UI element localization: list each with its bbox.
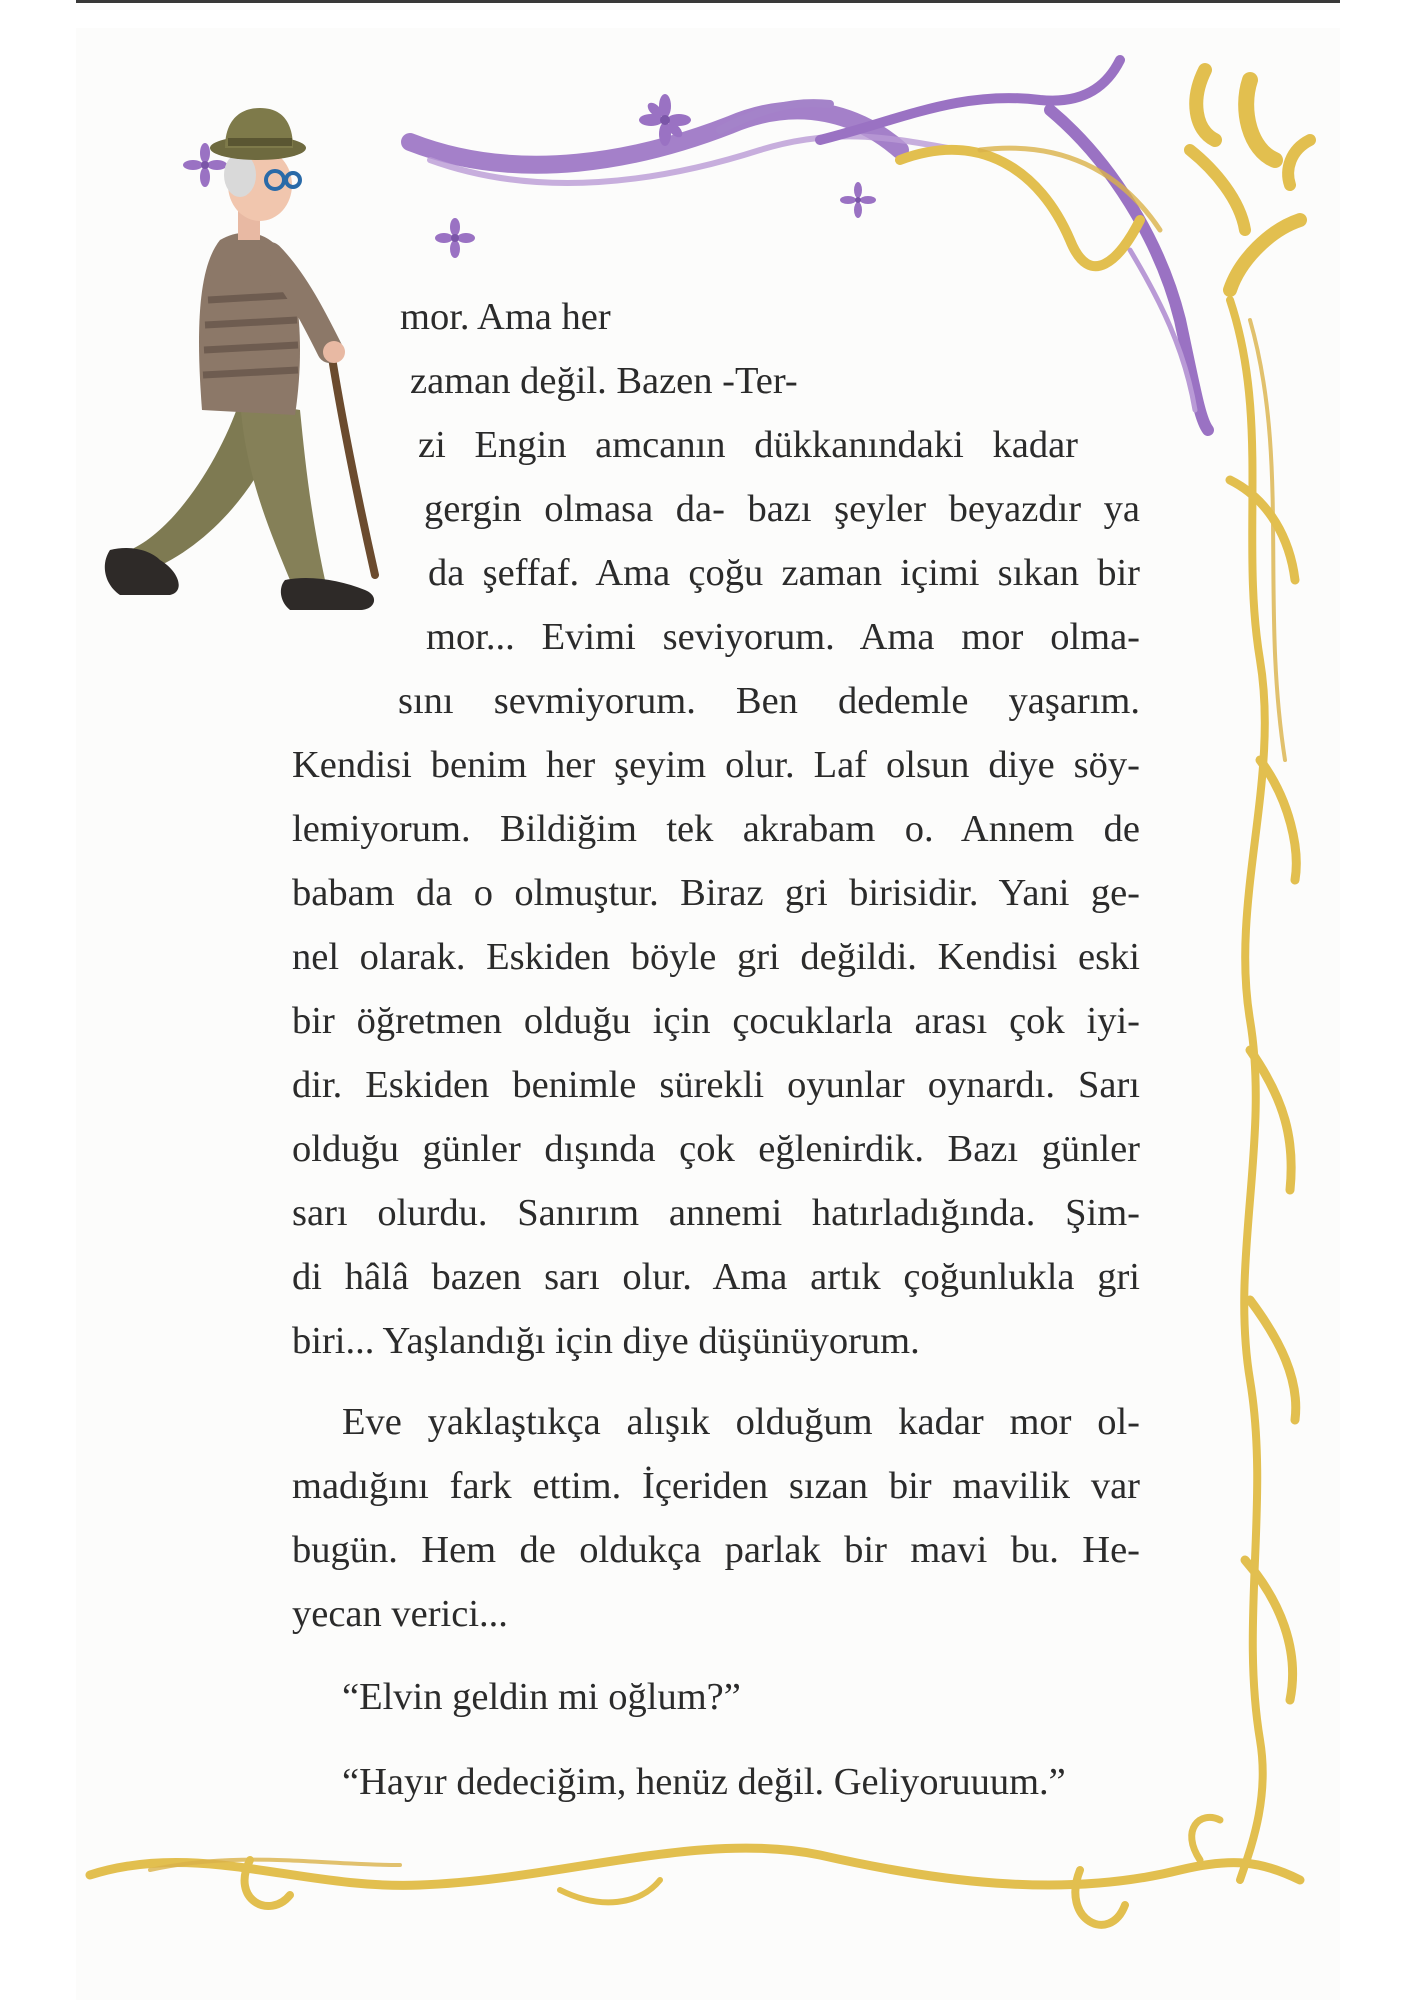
dialogue-line: “Hayır dedeciğim, henüz değil. Geliyoruuum.”	[342, 1761, 1066, 1803]
text-line: bir öğretmen olduğu için çocuklarla arası çok iyi-	[292, 1000, 1140, 1042]
gold-vine	[90, 1848, 1300, 1885]
text-line: mor... Evimi seviyorum. Ama mor olma-	[426, 616, 1140, 658]
dialogue-line: “Elvin geldin mi oğlum?”	[342, 1676, 741, 1718]
text-line: dir. Eskiden benimle sürekli oyunlar oynardı. Sarı	[292, 1064, 1140, 1106]
text-line: olduğu günler dışında çok eğlenirdik. Bazı günler	[292, 1128, 1140, 1170]
text-line: zaman değil. Bazen -Ter-	[410, 360, 798, 402]
gold-leaf	[1288, 140, 1310, 185]
gold-vine	[1230, 300, 1265, 1880]
text-line: sını sevmiyorum. Ben dedemle yaşarım.	[398, 680, 1140, 722]
purple-flower-icon	[435, 218, 475, 258]
gold-leaf	[1190, 150, 1245, 230]
purple-flower-icon	[840, 182, 876, 218]
gold-curl	[1192, 1817, 1220, 1860]
gold-curl	[560, 1880, 660, 1902]
gold-leaf	[1230, 480, 1295, 580]
text-line: sarı olurdu. Sanırım annemi hatırladığında. Şim-	[292, 1192, 1140, 1234]
text-line: di hâlâ bazen sarı olur. Ama artık çoğunlukla gri	[292, 1256, 1140, 1298]
old-man-with-cane-icon	[90, 80, 390, 620]
gold-leaf	[1196, 70, 1215, 140]
text-line: Eve yaklaştıkça alışık olduğum kadar mor ol-	[342, 1401, 1140, 1443]
text-line: madığını fark ettim. İçeriden sızan bir mavilik var	[292, 1465, 1140, 1507]
text-line: gergin olmasa da- bazı şeyler beyazdır ya	[424, 488, 1140, 530]
text-line: nel olarak. Eskiden böyle gri değildi. Kendisi eski	[292, 936, 1140, 978]
text-line: babam da o olmuştur. Biraz gri birisidir. Yani ge-	[292, 872, 1140, 914]
text-line: biri... Yaşlandığı için diye düşünüyorum.	[292, 1320, 920, 1362]
gold-leaf	[1246, 80, 1275, 160]
text-line: zi Engin amcanın dükkanındaki kadar	[418, 424, 1078, 466]
text-line: yecan verici...	[292, 1593, 508, 1635]
text-line: lemiyorum. Bildiğim tek akrabam o. Annem de	[292, 808, 1140, 850]
text-line: mor. Ama her	[400, 296, 611, 338]
text-line: bugün. Hem de oldukça parlak bir mavi bu. He-	[292, 1529, 1140, 1571]
text-line: da şeffaf. Ama çoğu zaman içimi sıkan bir	[428, 552, 1140, 594]
text-line: Kendisi benim her şeyim olur. Laf olsun diye söy-	[292, 744, 1140, 786]
